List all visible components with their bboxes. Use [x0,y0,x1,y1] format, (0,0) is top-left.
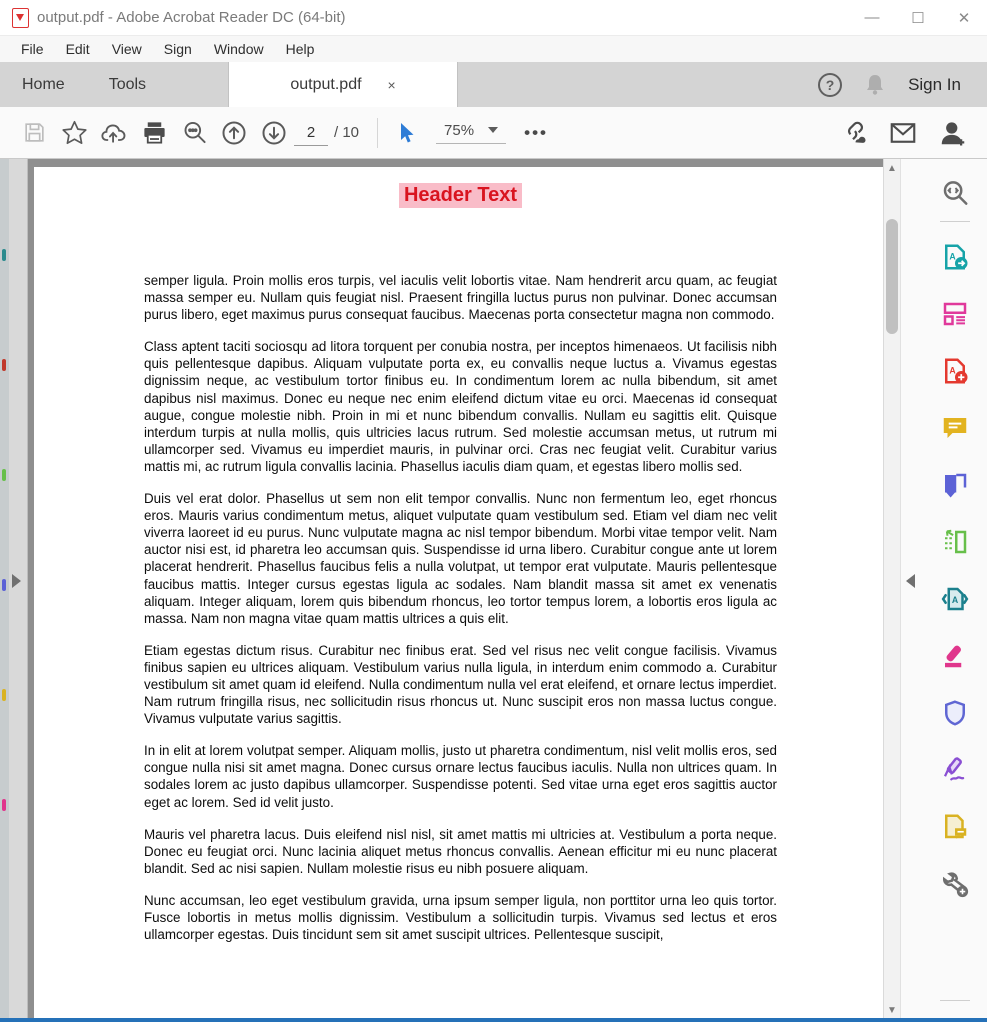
export-pdf-icon[interactable] [933,228,977,285]
scroll-down-icon[interactable]: ▼ [887,1005,897,1016]
tab-home[interactable]: Home [22,75,65,93]
scrollbar-thumb[interactable] [886,219,898,334]
menu-edit[interactable]: Edit [65,41,90,57]
edit-pdf-icon[interactable] [933,285,977,342]
chevron-down-icon [488,127,498,133]
more-tools-icon[interactable]: ••• [524,122,548,142]
main-area [0,159,987,1022]
print-icon[interactable] [134,113,174,153]
zoom-control[interactable] [436,122,506,144]
more-tools-panel-icon[interactable] [933,855,977,912]
left-panel-edge [0,159,9,1022]
tab-close-icon[interactable]: × [387,76,396,93]
add-account-icon[interactable] [933,113,973,153]
help-icon[interactable]: ? [818,73,842,97]
send-for-comments-icon[interactable] [933,798,977,855]
save-icon[interactable] [14,113,54,153]
window-title: output.pdf - Adobe Acrobat Reader DC (64-bit) [37,9,346,26]
toolbar-divider [377,118,378,148]
tools-divider [940,1000,970,1001]
menu-sign[interactable]: Sign [163,41,192,57]
svg-text:A: A [949,365,956,375]
document-header-text: Header Text [399,183,522,208]
menu-window[interactable]: Window [213,41,264,57]
marquee-zoom-icon[interactable] [174,113,214,153]
navigation-pane-strip [9,159,28,1022]
notifications-bell-icon[interactable] [864,73,886,97]
tab-document-label: output.pdf [290,75,362,93]
minimize-button[interactable]: — [864,9,880,26]
paragraph: Class aptent taciti sociosqu ad litora torquent per conubia nostra, per inceptos himenaeos. Ut facilisis nibh quis pellentesque dapibus. Aliquam vulputate porta ex, eu convallis neque luctus a. Vivamus egestas dignissim neque, ac vestibulum tortor finibus eu. In condimentum lorem ac nulla bibendum, sit amet dapibus nisl maximus. Donec eu neque nec enim eleifend dictum vitae eu orci. Maecenas id consequat augue, congue molestie nibh. Proin in mi et nunc bibendum convallis. Nullam eu sagittis elit. Quisque interdum turpis at nulla mollis, quis ultricies lacus rutrum. Sed molestie accumsan metus, ut rutrum mi ullamcorper sed. Vivamus eu imperdiet mauris, in pulvinar orci. Cras nec feugiat velit. Curabitur varius mattis mi, ac rutrum ligula convallis lacinia. Phasellus iaculis diam quam, et egestas libero mollis sed. [144,339,777,474]
paragraph: In in elit at lorem volutpat semper. Aliquam mollis, justo ut pharetra condimentum, nisl velit mollis eros, sed congue nulla nisi sit amet magna. Donec cursus ornare lectus faucibus iaculis. Nulla non ultrices quam. In sodales lorem ac justo dapibus ullamcorper. Suspendisse potenti. Sed vitae urna eget eros sagittis auctor eget ac lorem. Sed id velit justo. [144,743,777,810]
protect-tool-icon[interactable] [933,684,977,741]
paragraph: Duis vel erat dolor. Phasellus ut sem non elit tempor convallis. Nunc non fermentum leo, eget rhoncus eros. Mauris varius condimentum metus, aliquet vulputate quam vestibulum sed. Etiam vel diam nec velit viverra laoreet id eu purus. Nunc vulputate magna ac nisl tempor bibendum. Morbi vitae tempor velit. Nam auctor nisi est, id pharetra leo accumsan quis. Suspendisse id urna libero. Curabitur congue ante ut lorem placerat hendrerit. Phasellus faucibus felis a nulla volutpat, ut tempor erat vulputate. Mauris pellentesque faucibus mattis. Integer cursus egestas ligula ac sodales. Nam blandit massa sit amet ex venenatis aliquam. Integer aliquam, lorem quis bibendum rhoncus, leo tortor tempus lorem, a lobortis eros ligula ac massa. Nam non magna vitae quam mattis ultrices a quis elit. [144,491,777,626]
title-bar [0,0,987,36]
maximize-button[interactable]: ☐ [911,9,925,27]
close-button[interactable]: ✕ [957,9,971,27]
fill-and-sign-icon[interactable] [933,741,977,798]
tools-panel [900,159,987,1022]
next-page-icon[interactable] [254,113,294,153]
page-number-input[interactable] [294,120,328,146]
selection-tool-icon[interactable] [386,113,426,153]
tab-tools[interactable]: Tools [108,75,147,93]
svg-text:A: A [951,594,959,605]
organize-pages-icon[interactable] [933,513,977,570]
tab-document[interactable] [228,62,458,107]
svg-text:A: A [949,251,956,261]
star-favorite-icon[interactable] [54,113,94,153]
vertical-scrollbar[interactable] [883,159,900,1022]
paragraph: semper ligula. Proin mollis eros turpis, vel iaculis velit lobortis vitae. Nam hendrerit arcu quam, ac feugiat massa semper eu. Nullam quis feugiat nisl. Praesent fringilla luctus purus non pulvinar. Donec accumsan purus libero, eget maximus purus consequat faucibus. Maecenas porta consectetur magna non commodo. [144,273,777,323]
share-link-icon[interactable] [833,113,873,153]
document-viewer[interactable] [28,159,883,1022]
previous-page-icon[interactable] [214,113,254,153]
page-count-label: / 10 [334,124,360,141]
email-icon[interactable] [883,113,923,153]
open-navigation-pane-icon[interactable] [12,574,21,588]
menu-file[interactable]: File [21,41,44,57]
taskbar-edge [0,1018,987,1022]
redact-tool-icon[interactable] [933,627,977,684]
collapse-tools-panel-icon[interactable] [906,574,915,588]
menu-bar [0,36,987,62]
tab-bar [0,62,987,107]
menu-view[interactable]: View [111,41,142,57]
create-pdf-icon[interactable] [933,342,977,399]
search-tool-icon[interactable] [933,171,977,215]
sign-in-button[interactable]: Sign In [908,74,961,94]
menu-help[interactable]: Help [285,41,315,57]
combine-files-icon[interactable] [933,456,977,513]
cloud-upload-icon[interactable] [94,113,134,153]
compress-pdf-icon[interactable] [933,570,977,627]
pdf-page[interactable] [34,167,883,1022]
comment-tool-icon[interactable] [933,399,977,456]
document-body [144,272,777,943]
zoom-level-value: 75% [444,121,475,139]
main-toolbar [0,107,987,159]
paragraph: Etiam egestas dictum risus. Curabitur nec finibus erat. Sed vel risus nec velit congue facilisis. Vivamus finibus sapien eu ultrices aliquam. Vestibulum varius nulla ligula, in interdum enim commodo a. Curabitur vestibulum sit amet quam id eleifend. Nulla condimentum nulla vel erat eleifend, et ornare lectus imperdiet. Nam rutrum fringilla risus, nec sollicitudin risus rhoncus ut. Nunc suscipit eros non massa luctus congue. Vivamus vulputate varius sagittis. [144,642,777,727]
scroll-up-icon[interactable]: ▲ [887,163,897,174]
paragraph: Nunc accumsan, leo eget vestibulum gravida, urna ipsum semper ligula, non porttitor urna leo quis tortor. Fusce lobortis in metus mollis dignissim. Vestibulum a sollicitudin turpis. Vivamus sed lectus et eros ullamcorper egestas. Duis tincidunt sem sit amet suscipit ultrices. Pellentesque suscipit, [144,892,777,943]
acrobat-pdf-icon [12,8,29,28]
tools-divider [940,221,970,222]
paragraph: Mauris vel pharetra lacus. Duis eleifend nisl nisl, sit amet mattis mi ultricies at. Vestibulum a porta neque. Donec eu feugiat orci. Nunc lacinia aliquet metus rhoncus convallis. Aenean efficitur mi eu nunc placerat blandit. Sed ac nisi sapien. Nullam molestie risus eu nibh posuere aliquam. [144,826,777,876]
